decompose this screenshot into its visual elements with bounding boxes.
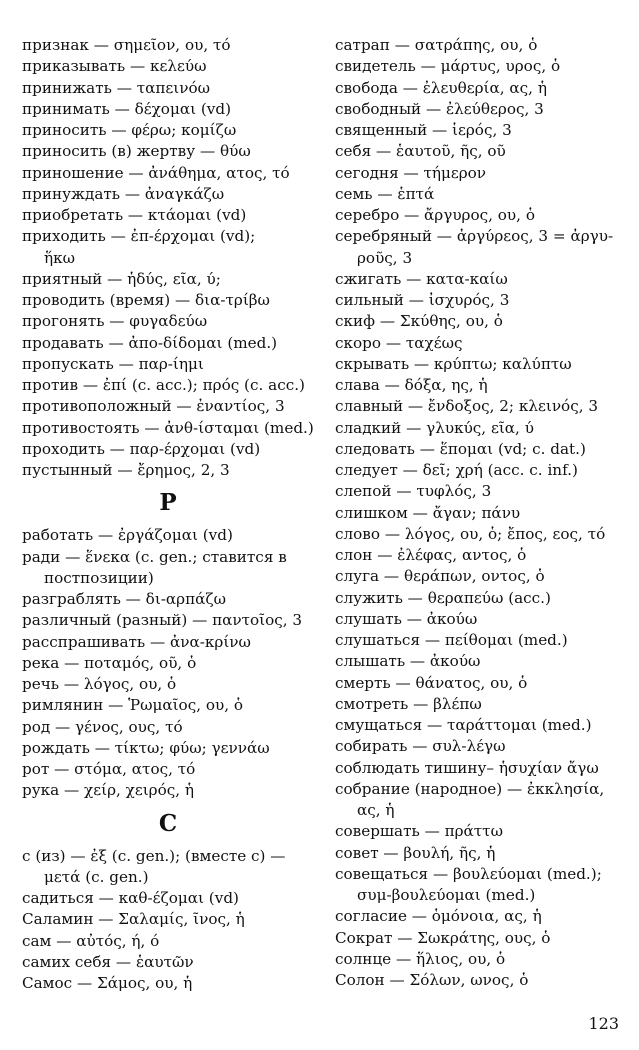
entry-line: свободный — ἐλεύθερος, 3 [335,99,544,118]
entry-line: Солон — Σόλων, ωνος, ὁ [335,971,529,989]
dictionary-entry [335,290,619,311]
dictionary-entry [22,56,314,77]
entry-line: себя — ἑαυτοῦ, ῆς, οῦ [335,142,506,161]
dictionary-entry [335,566,619,587]
dictionary-entry [22,846,314,889]
dictionary-entry [335,120,619,141]
entry-line: слышать — ἀκούω [335,652,481,671]
dictionary-entry [335,609,619,630]
dictionary-entry [335,418,619,439]
dictionary-entry [335,821,619,842]
left-column [22,35,314,994]
dictionary-entry [22,888,314,909]
entry-line: Саламин — Σαλαμίς, ῖνος, ἡ [22,910,245,929]
dictionary-entry [22,418,314,439]
entry-line: слепой — τυφλός, 3 [335,482,492,501]
dictionary-entry [22,35,314,56]
entry-line: слово — λόγος, ου, ὁ; ἔπος, εος, τό [335,524,606,543]
entry-line: скрывать — κρύπτω; καλύπτω [335,354,572,373]
dictionary-entry [22,163,314,184]
entry-line: приношение — ἀνάθημα, ατος, τό [22,163,290,182]
dictionary-entry [22,205,314,226]
entry-line: противоположный — ἐναντίος, 3 [22,397,285,416]
dictionary-entry [22,99,314,120]
entry-line: смерть — θάνατος, ου, ὁ [335,673,528,692]
dictionary-entry [335,906,619,927]
dictionary-entry [335,588,619,609]
dictionary-entry [335,503,619,524]
entry-line: сатрап — σατράπης, ου, ὁ [335,36,538,54]
entry-line: совершать — πράττω [335,822,503,841]
dictionary-entry [22,632,314,653]
dictionary-entry [335,694,619,715]
dictionary-entry [335,354,619,375]
dictionary-entry [335,333,619,354]
dictionary-entry [22,547,314,590]
dictionary-entry [22,460,314,481]
entry-line: солнце — ἥλιος, ου, ὁ [335,949,506,968]
entry-line: свобода — ἐλευθερία, ας, ἡ [335,78,547,97]
dictionary-entry [335,311,619,332]
entry-line: сильный — ἰσχυρός, 3 [335,291,510,309]
dictionary-entry [335,141,619,162]
entry-line: служить — θεραπεύω (acc.) [335,588,551,607]
entry-line: речь — λόγος, ου, ὁ [22,675,177,693]
entry-line: свидетель — μάρτυς, υρος, ὁ [335,57,561,76]
entry-line: собирать — συλ-λέγω [335,737,506,756]
entry-line: слушаться — πείθομαι (med.) [335,631,568,649]
entry-line: различный (разный) — παντοῖος, 3 [22,611,303,630]
dictionary-entry [335,35,619,56]
entry-line: против — ἐπί (c. acc.); πρός (c. acc.) [22,376,305,394]
dictionary-entry [335,651,619,672]
entry-line: приобретать — κτάομαι (vd) [22,206,247,224]
dictionary-entry [335,779,619,822]
dictionary-entry [22,78,314,99]
dictionary-entry [335,460,619,481]
entry-line: слон — ἐλέφας, αντος, ὁ [335,546,527,564]
dictionary-entry [335,163,619,184]
dictionary-entry [22,439,314,460]
dictionary-entry [22,141,314,162]
entry-line: самих себя — ἑαυτῶν [22,952,194,971]
dictionary-entry [335,864,619,907]
dictionary-entry [22,226,314,269]
dictionary-entry [335,928,619,949]
dictionary-entry [22,610,314,631]
entry-line: расспрашивать — ἀνα-κρίνω [22,632,251,651]
page-number: 123 [588,1014,619,1033]
section-letter: С [158,809,178,837]
dictionary-entry [335,439,619,460]
dictionary-entry [22,931,314,952]
dictionary-entry [335,375,619,396]
entry-line: сегодня — τήμερον [335,163,487,182]
dictionary-entry [335,949,619,970]
dictionary-entry [22,952,314,973]
dictionary-entry [335,481,619,502]
entry-line: признак — σημεῖον, ου, τό [22,36,231,54]
entry-continuation-line: μετά (c. gen.) [44,867,149,886]
entry-line: приносить — φέρω; κομίζω [22,121,237,139]
entry-line: разграблять — δι-αρπάζω [22,590,226,608]
dictionary-entry [335,843,619,864]
entry-line: пустынный — ἔρημος, 2, 3 [22,461,230,479]
dictionary-entry [335,184,619,205]
entry-line: следует — δεῖ; χρή (acc. c. inf.) [335,461,578,479]
entry-line: совещаться — βουλεύομαι (med.); [335,864,602,883]
dictionary-entry [22,120,314,141]
entry-line: принижать — ταπεινόω [22,78,210,97]
right-column [335,35,619,991]
dictionary-entry [22,973,314,994]
entry-line: продавать — ἀπο-δίδομαι (med.) [22,333,278,352]
entry-line: слишком — ἄγαν; πάνυ [335,503,521,522]
dictionary-entry [22,780,314,801]
entry-line: род — γένος, ους, τό [22,717,183,736]
entry-line: собрание (народное) — ἐκκλησία, [335,779,605,798]
entry-line: смущаться — ταράττομαι (med.) [335,716,592,734]
entry-line: слуга — θεράπων, οντος, ὁ [335,567,545,586]
dictionary-entry [22,653,314,674]
entry-line: смотреть — βλέπω [335,694,482,713]
dictionary-entry [22,290,314,311]
dictionary-entry [335,205,619,226]
entry-line: священный — ἱερός, 3 [335,121,512,139]
dictionary-entry [22,909,314,930]
dictionary-entry [22,525,314,546]
dictionary-entry [335,736,619,757]
entry-line: приказывать — κελεύω [22,57,207,76]
entry-line: согласие — ὁμόνοια, ας, ἡ [335,907,542,926]
entry-line: садиться — καθ-έζομαι (vd) [22,889,239,907]
dictionary-entry [335,56,619,77]
dictionary-entry [22,333,314,354]
entry-line: скоро — ταχέως [335,333,463,352]
dictionary-entry [22,759,314,780]
dictionary-entry [22,375,314,396]
dictionary-entry [22,674,314,695]
entry-line: следовать — ἕπομαι (vd; c. dat.) [335,439,586,458]
dictionary-entry [22,717,314,738]
entry-line: совет — βουλή, ῆς, ἡ [335,843,496,862]
entry-line: слава — δόξα, ης, ἡ [335,376,488,394]
entry-line: сжигать — κατα-καίω [335,269,508,288]
dictionary-entry [22,589,314,610]
entry-continuation-line: постпозиции) [44,568,154,587]
dictionary-entry [22,269,314,290]
dictionary-entry [335,269,619,290]
entry-line: принимать — δέχομαι (vd) [22,99,232,118]
entry-line: рождать — τίκτω; φύω; γεννάω [22,738,270,757]
dictionary-entry [335,545,619,566]
dictionary-entry [335,673,619,694]
entry-line: серебро — ἄργυρος, ου, ὁ [335,206,535,224]
entry-line: работать — ἐργάζομαι (vd) [22,526,233,545]
entry-line: римлянин — Ῥωμαῖος, ου, ὁ [22,696,244,715]
entry-line: рука — χείρ, χειρός, ἡ [22,781,195,800]
dictionary-entry [335,99,619,120]
entry-continuation-line: ἥκω [44,248,75,267]
entry-line: Самос — Σάμος, ου, ἡ [22,974,193,992]
entry-line: пропускать — παρ-ίημι [22,354,204,373]
dictionary-entry [335,715,619,736]
entry-line: сам — αὐτός, ή, ό [22,931,160,950]
entry-line: славный — ἔνδοξος, 2; κλεινός, 3 [335,397,599,416]
entry-line: слушать — ἀκούω [335,609,478,628]
dictionary-entry [335,970,619,991]
dictionary-entry [22,184,314,205]
entry-line: приносить (в) жертву — θύω [22,142,251,161]
entry-line: сладкий — γλυκύς, εῖα, ύ [335,418,534,437]
dictionary-entry [335,758,619,779]
dictionary-entry [335,78,619,99]
section-letter: Р [159,489,177,517]
dictionary-entry [335,226,619,269]
entry-line: ради — ἕνεκα (c. gen.; ставится в [22,547,287,566]
entry-line: с (из) — ἐξ (c. gen.); (вместе с) — [22,846,286,865]
dictionary-entry [335,396,619,417]
entry-line: серебряный — ἀργύρεος, 3 = ἀργυ- [335,227,614,246]
dictionary-entry [22,738,314,759]
entry-line: скиф — Σκύθης, ου, ὁ [335,312,503,331]
dictionary-entry [22,354,314,375]
entry-line: рот — στόμα, ατος, τό [22,760,196,778]
entry-line: соблюдать тишину– ἡσυχίαν ἄγω [335,758,599,777]
dictionary-entry [22,396,314,417]
entry-continuation-line: ας, ἡ [357,801,395,819]
entry-line: проводить (время) — δια-τρίβω [22,291,270,309]
dictionary-entry [22,311,314,332]
dictionary-entry [22,695,314,716]
entry-line: принуждать — ἀναγκάζω [22,184,225,203]
entry-line: семь — ἑπτά [335,184,435,203]
entry-line: противостоять — ἀνθ-ίσταμαι (med.) [22,418,314,437]
entry-line: приходить — ἐπ-έρχομαι (vd); [22,227,256,246]
entry-line: проходить — παρ-έρχομαι (vd) [22,439,261,458]
entry-line: приятный — ἡδύς, εῖα, ύ; [22,269,221,288]
entry-line: Сократ — Σωκράτης, ους, ὁ [335,928,551,947]
entry-continuation-line: ροῦς, 3 [357,248,413,267]
entry-continuation-line: συμ-βουλεύομαι (med.) [357,886,536,904]
dictionary-entry [335,630,619,651]
entry-line: прогонять — φυγαδεύω [22,312,208,331]
dictionary-entry [335,524,619,545]
entry-line: река — ποταμός, οῦ, ὁ [22,653,197,672]
